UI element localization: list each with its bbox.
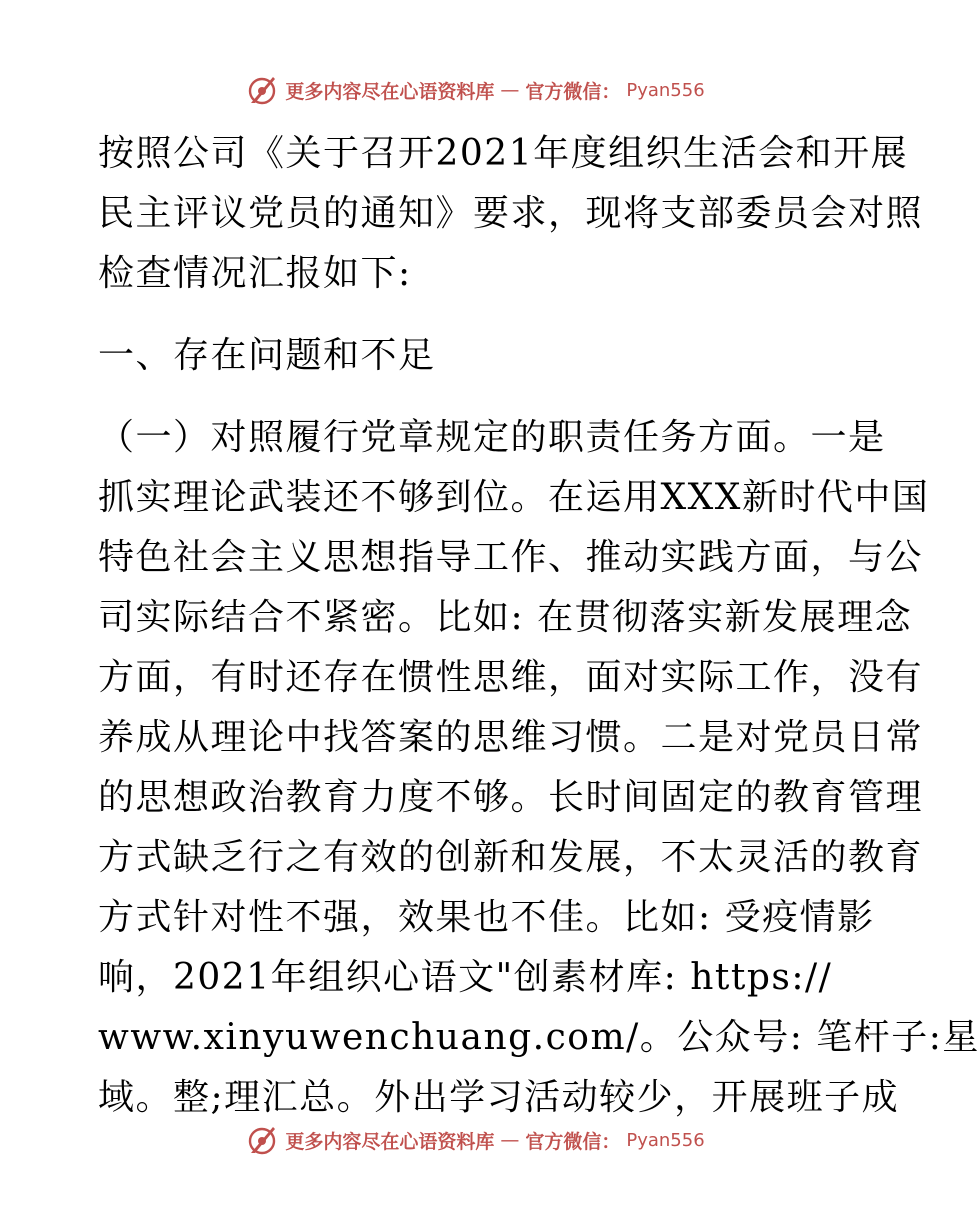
footer-site-text: 更多内容尽在心语资料库 [285, 1130, 495, 1153]
header-wechat-id: Pyan556 [626, 79, 705, 101]
document-body [98, 124, 980, 1128]
section1-line-1: （一）对照履行党章规定的职责任务方面。一是 [98, 417, 886, 458]
section1-line-8: 方式缺乏行之有效的创新和发展，不太灵活的教育 [98, 837, 924, 878]
footer-separator: — [500, 1129, 520, 1151]
header-banner [0, 70, 950, 110]
intro-line-2: 民主评议党员的通知》要求，现将支部委员会对照 [98, 193, 924, 234]
section1-line-10: 响，2021年组织心语文"创素材库: https:// [98, 957, 833, 998]
intro-line-1: 按照公司《关于召开2021年度组织生活会和开展 [98, 133, 909, 174]
section1-line-5: 方面，有时还存在惯性思维，面对实际工作，没有 [98, 657, 924, 698]
section-heading: 一、存在问题和不足 [98, 335, 436, 376]
section1-line-12: 域。整;理汇总。外出学习活动较少，开展班子成 [98, 1077, 900, 1118]
footer-wechat-label: 官方微信： [525, 1130, 621, 1153]
quill-logo-icon [245, 73, 279, 107]
intro-line-3: 检查情况汇报如下: [98, 253, 412, 294]
quill-logo-icon [245, 1123, 279, 1157]
section1-line-9: 方式针对性不强，效果也不佳。比如: 受疫情影 [98, 897, 875, 938]
header-separator: — [500, 79, 520, 101]
header-wechat-label: 官方微信： [525, 80, 621, 103]
section1-line-3: 特色社会主义思想指导工作、推动实践方面，与公 [98, 537, 924, 578]
section1-line-6: 养成从理论中找答案的思维习惯。二是对党员日常 [98, 717, 924, 758]
section1-line-11: www.xinyuwenchuang.com/。公众号: 笔杆子:星 [98, 1017, 980, 1058]
section1-line-7: 的思想政治教育力度不够。长时间固定的教育管理 [98, 777, 924, 818]
footer-banner [0, 1120, 950, 1160]
header-site-text: 更多内容尽在心语资料库 [285, 80, 495, 103]
section1-line-4: 司实际结合不紧密。比如: 在贯彻落实新发展理念 [98, 597, 913, 638]
footer-wechat-id: Pyan556 [626, 1129, 705, 1151]
section1-line-2: 抓实理论武装还不够到位。在运用XXX新时代中国 [98, 477, 930, 518]
